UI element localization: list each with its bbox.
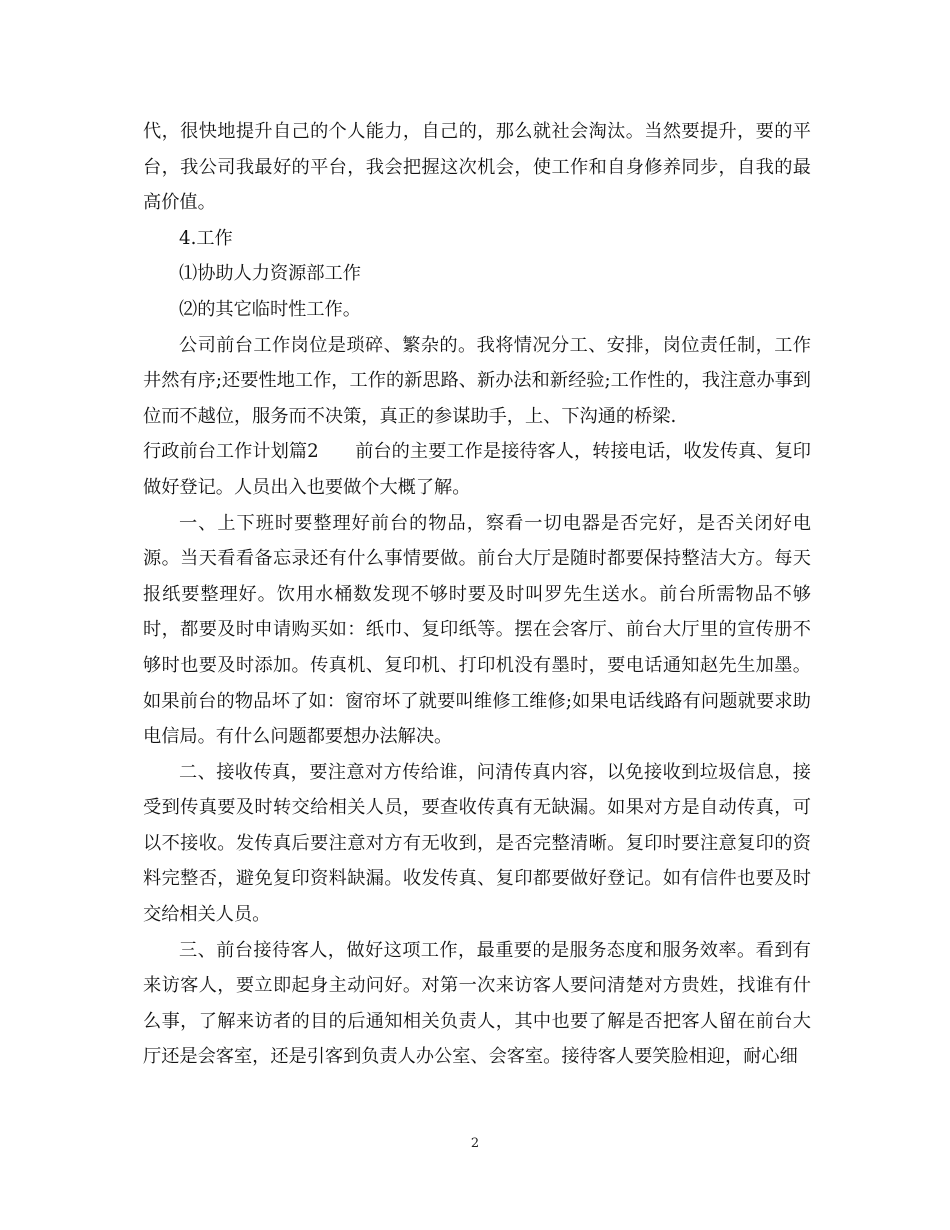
list-item-1: ⑴协助人力资源部工作 — [179, 263, 361, 285]
paragraph-plan-2-intro: 行政前台工作计划篇2 前台的主要工作是接待客人，转接电话，收发传真、复印做好登记。人员出入也要做个大概了解。 — [143, 441, 811, 498]
paragraph-section-1: 一、上下班时要整理好前台的物品，察看一切电器是否完好，是否关闭好电源。当天看看备忘录还有什么事情要做。前台大厅是随时都要保持整洁大方。每天报纸要整理好。饮用水桶数发现不够时要及时叫罗先生送水。前台所需物品不够时，都要及时申请购买如：纸巾、复印纸等。摆在会客厅、前台大厅里的宣传册不够时也要及时添加。传真机、复印机、打印机没有墨时，要电话通知赵先生加墨。如果前台的物品坏了如：窗帘坏了就要叫维修工维修;如果电话线路有问题就要求助电信局。有什么问题都要想办法解决。 — [143, 512, 811, 748]
list-item-2: ⑵的其它临时性工作。 — [179, 298, 361, 320]
paragraph-continuation: 代，很快地提升自己的个人能力，自己的，那么就社会淘汰。当然要提升，要的平台，我公司我最好的平台，我会把握这次机会，使工作和自身修养同步，自我的最高价值。 — [143, 121, 811, 214]
paragraph-section-3: 三、前台接待客人，做好这项工作，最重要的是服务态度和服务效率。看到有来访客人，要立即起身主动问好。对第一次来访客人要问清楚对方贵姓，找谁有什么事，了解来访者的目的后通知相关负责人，其中也要了解是否把客人留在前台大厅还是会客室，还是引客到负责人办公室、会客室。接待客人要笑脸相迎，耐心细 — [143, 939, 811, 1068]
paragraph-front-desk-duties: 公司前台工作岗位是琐碎、繁杂的。我将情况分工、安排，岗位责任制，工作井然有序;还要性地工作，工作的新思路、新办法和新经验;工作性的，我注意办事到位而不越位，服务而不决策，真正的参谋助手，上、下沟通的桥梁. — [143, 334, 811, 427]
document-body — [143, 114, 811, 1075]
section-heading-work: 4.工作 — [179, 227, 233, 249]
paragraph-section-2: 二、接收传真，要注意对方传给谁，问清传真内容，以免接收到垃圾信息，接受到传真要及时转交给相关人员，要查收传真有无缺漏。如果对方是自动传真，可以不接收。发传真后要注意对方有无收到，是否完整清晰。复印时要注意复印的资料完整否，避免复印资料缺漏。收发传真、复印都要做好登记。如有信件也要及时交给相关人员。 — [143, 761, 811, 926]
page-number: 2 — [470, 1136, 480, 1151]
